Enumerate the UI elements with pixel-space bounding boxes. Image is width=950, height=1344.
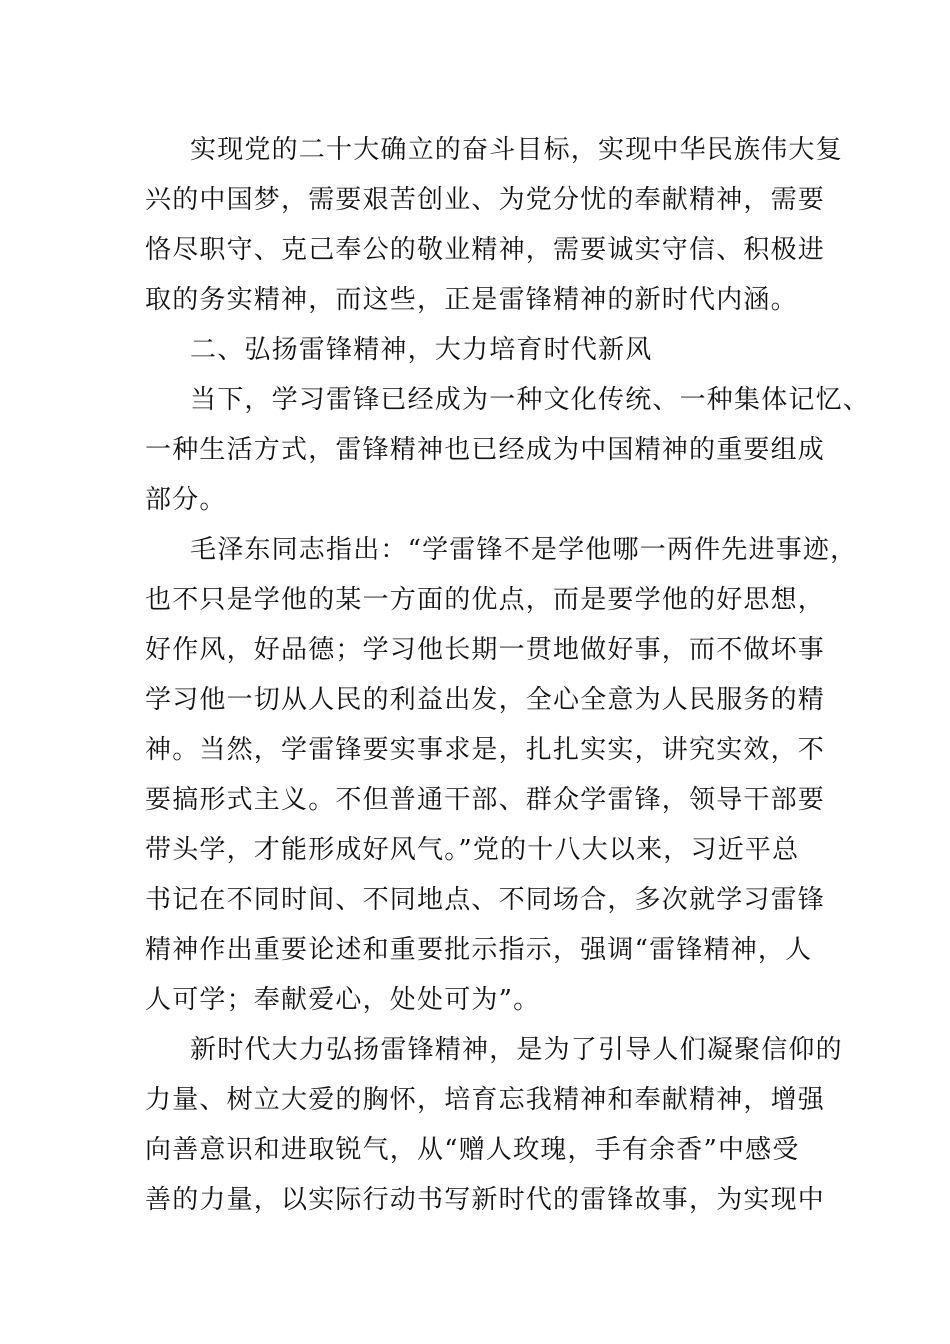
text-line: 恪尽职守、克己奉公的敬业精神，需要诚实守信、积极进 — [145, 235, 826, 265]
text-line: 实现党的二十大确立的奋斗目标，实现中华民族伟大复 — [190, 135, 843, 165]
text-line: 要搞形式主义。不但普通干部、群众学雷锋，领导干部要 — [145, 785, 826, 815]
text-line: 善的力量，以实际行动书写新时代的雷锋故事，为实现中 — [145, 1185, 826, 1215]
text-line: 新时代大力弘扬雷锋精神，是为了引导人们凝聚信仰的 — [190, 1035, 843, 1065]
text-line: 神。当然，学雷锋要实事求是，扎扎实实，讲究实效，不 — [145, 735, 826, 765]
text-line: 学习他一切从人民的利益出发，全心全意为人民服务的精 — [145, 685, 826, 715]
text-line: 也不只是学他的某一方面的优点，而是要学他的好思想， — [145, 585, 826, 615]
text-line: 力量、树立大爱的胸怀，培育忘我精神和奉献精神，增强 — [145, 1085, 826, 1115]
text-line: 毛泽东同志指出：“学雷锋不是学他哪一两件先进事迹， — [190, 535, 858, 565]
text-line: 好作风，好品德；学习他长期一贯地做好事，而不做坏事 — [145, 635, 826, 665]
text-line: 当下，学习雷锋已经成为一种文化传统、一种集体记忆、 — [190, 385, 871, 415]
text-line: 取的务实精神，而这些，正是雷锋精神的新时代内涵。 — [145, 285, 798, 315]
section-heading: 二、弘扬雷锋精神，大力培育时代新风 — [190, 335, 653, 365]
text-line: 带头学，才能形成好风气。”党的十八大以来，习近平总 — [145, 835, 800, 865]
text-line: 向善意识和进取锐气，从“赠人玫瑰，手有余香”中感受 — [145, 1135, 800, 1165]
text-line: 兴的中国梦，需要艰苦创业、为党分忧的奉献精神，需要 — [145, 185, 826, 215]
text-line: 精神作出重要论述和重要批示指示，强调“雷锋精神，人 — [145, 935, 813, 965]
text-line: 部分。 — [145, 485, 227, 515]
text-line: 书记在不同时间、不同地点、不同场合，多次就学习雷锋 — [145, 885, 826, 915]
text-line: 一种生活方式，雷锋精神也已经成为中国精神的重要组成 — [145, 435, 826, 465]
text-line: 人可学；奉献爱心，处处可为”。 — [145, 985, 541, 1015]
